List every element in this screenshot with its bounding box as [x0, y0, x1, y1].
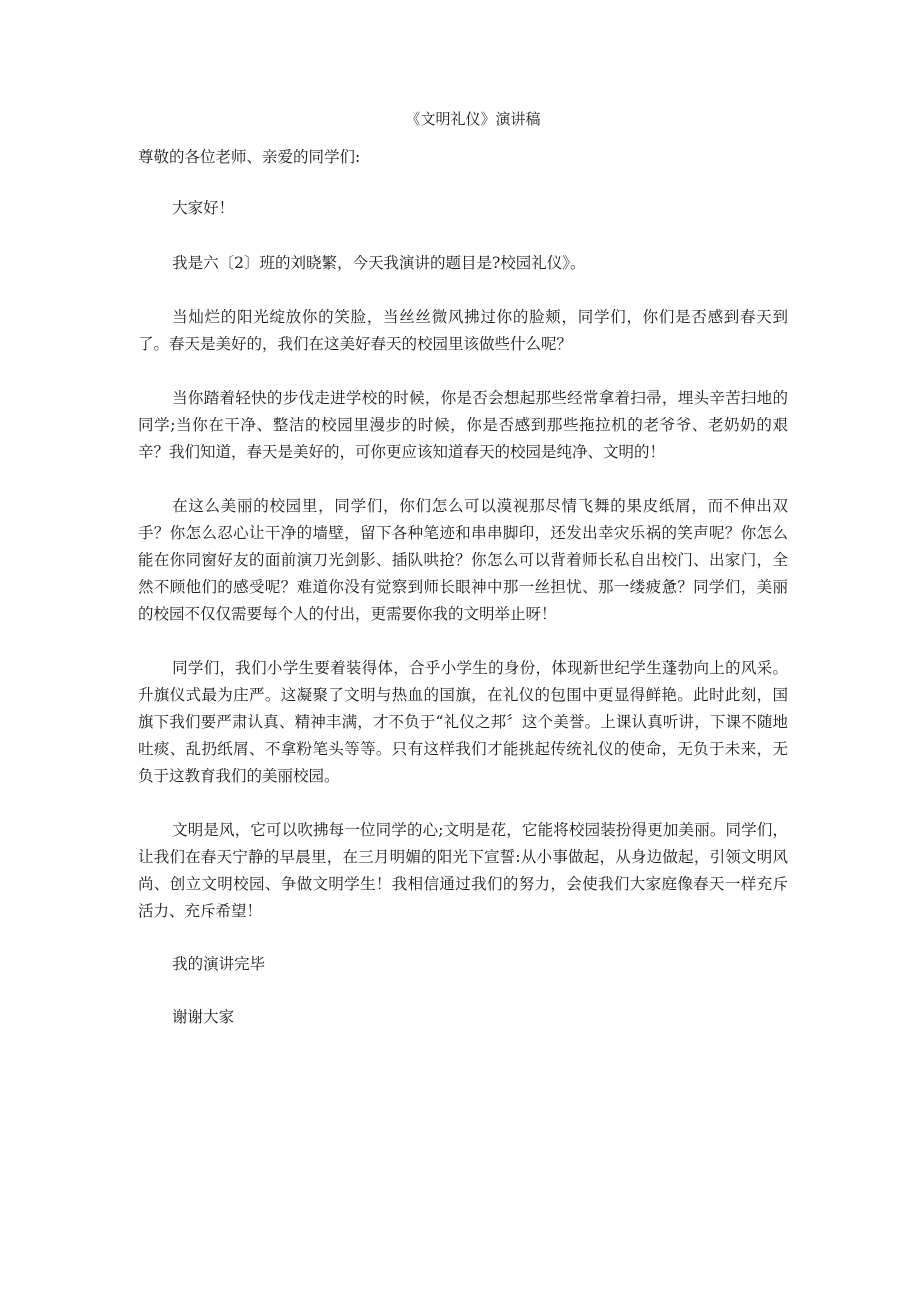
- paragraph-thanks: 谢谢大家: [172, 1008, 235, 1026]
- salutation: 尊敬的各位老师、亲爱的同学们:: [138, 148, 361, 166]
- paragraph-campus-walk: 当你踏着轻快的步伐走进学校的时候，你是否会想起那些经常拿着扫帚，埋头辛苦扫地的同学;当你在干净、整洁的校园里漫步的时候，你是否感到那些拖拉机的老爷爷、老奶奶的艰辛？我们知道，春天是美好的，可你更应该知道春天的校园是纯净、文明的！: [138, 389, 788, 461]
- paragraph-spring: 当灿烂的阳光绽放你的笑脸，当丝丝微风拂过你的脸颊，同学们，你们是否感到春天到了。春天是美好的，我们在这美好春天的校园里该做些什么呢？: [138, 308, 788, 353]
- paragraph-closing: 我的演讲完毕: [172, 955, 266, 973]
- paragraph-pledge: 文明是风，它可以吹拂每一位同学的心;文明是花，它能将校园装扮得更加美丽。同学们，让我们在春天宁静的早晨里，在三月明媚的阳光下宣誓:从小事做起，从身边做起，引领文明风尚、创立文明校园、争做文明学生！我相信通过我们的努力，会使我们大家庭像春天一样充斥活力、充斥希望！: [138, 821, 788, 920]
- document-title: 《文明礼仪》演讲稿: [405, 110, 541, 128]
- document-page: [138, 108, 788, 1031]
- paragraph-questions: 在这么美丽的校园里，同学们，你们怎么可以漠视那尽情飞舞的果皮纸屑，而不伸出双手？你怎么忍心让干净的墙壁，留下各种笔迹和串串脚印，还发出幸灾乐祸的笑声呢？你怎么能在你同窗好友的面前演刀光剑影、插队哄抢？你怎么可以背着师长私自出校门、出家门，全然不顾他们的感受呢？难道你没有觉察到师长眼神中那一丝担忧、那一缕疲惫？同学们，美丽的校园不仅仅需要每个人的付出，更需要你我的文明举止呀！: [138, 497, 788, 623]
- paragraph-introduction: 我是六〔2〕班的刘晓繁，今天我演讲的题目是?校园礼仪》。: [172, 254, 586, 272]
- paragraph-greeting: 大家好！: [172, 199, 235, 217]
- paragraph-etiquette: 同学们，我们小学生要着装得体，合乎小学生的身份，体现新世纪学生蓬勃向上的风采。升旗仪式最为庄严。这凝聚了文明与热血的国旗，在礼仪的包围中更显得鲜艳。此时此刻，国旗下我们要严肃认真、精神丰满，才不负于“礼仪之邦〞这个美誉。上课认真听讲，下课不随地吐痰、乱扔纸屑、不拿粉笔头等等。只有这样我们才能挑起传统礼仪的使命，无负于未来，无负于这教育我们的美丽校园。: [138, 659, 788, 785]
